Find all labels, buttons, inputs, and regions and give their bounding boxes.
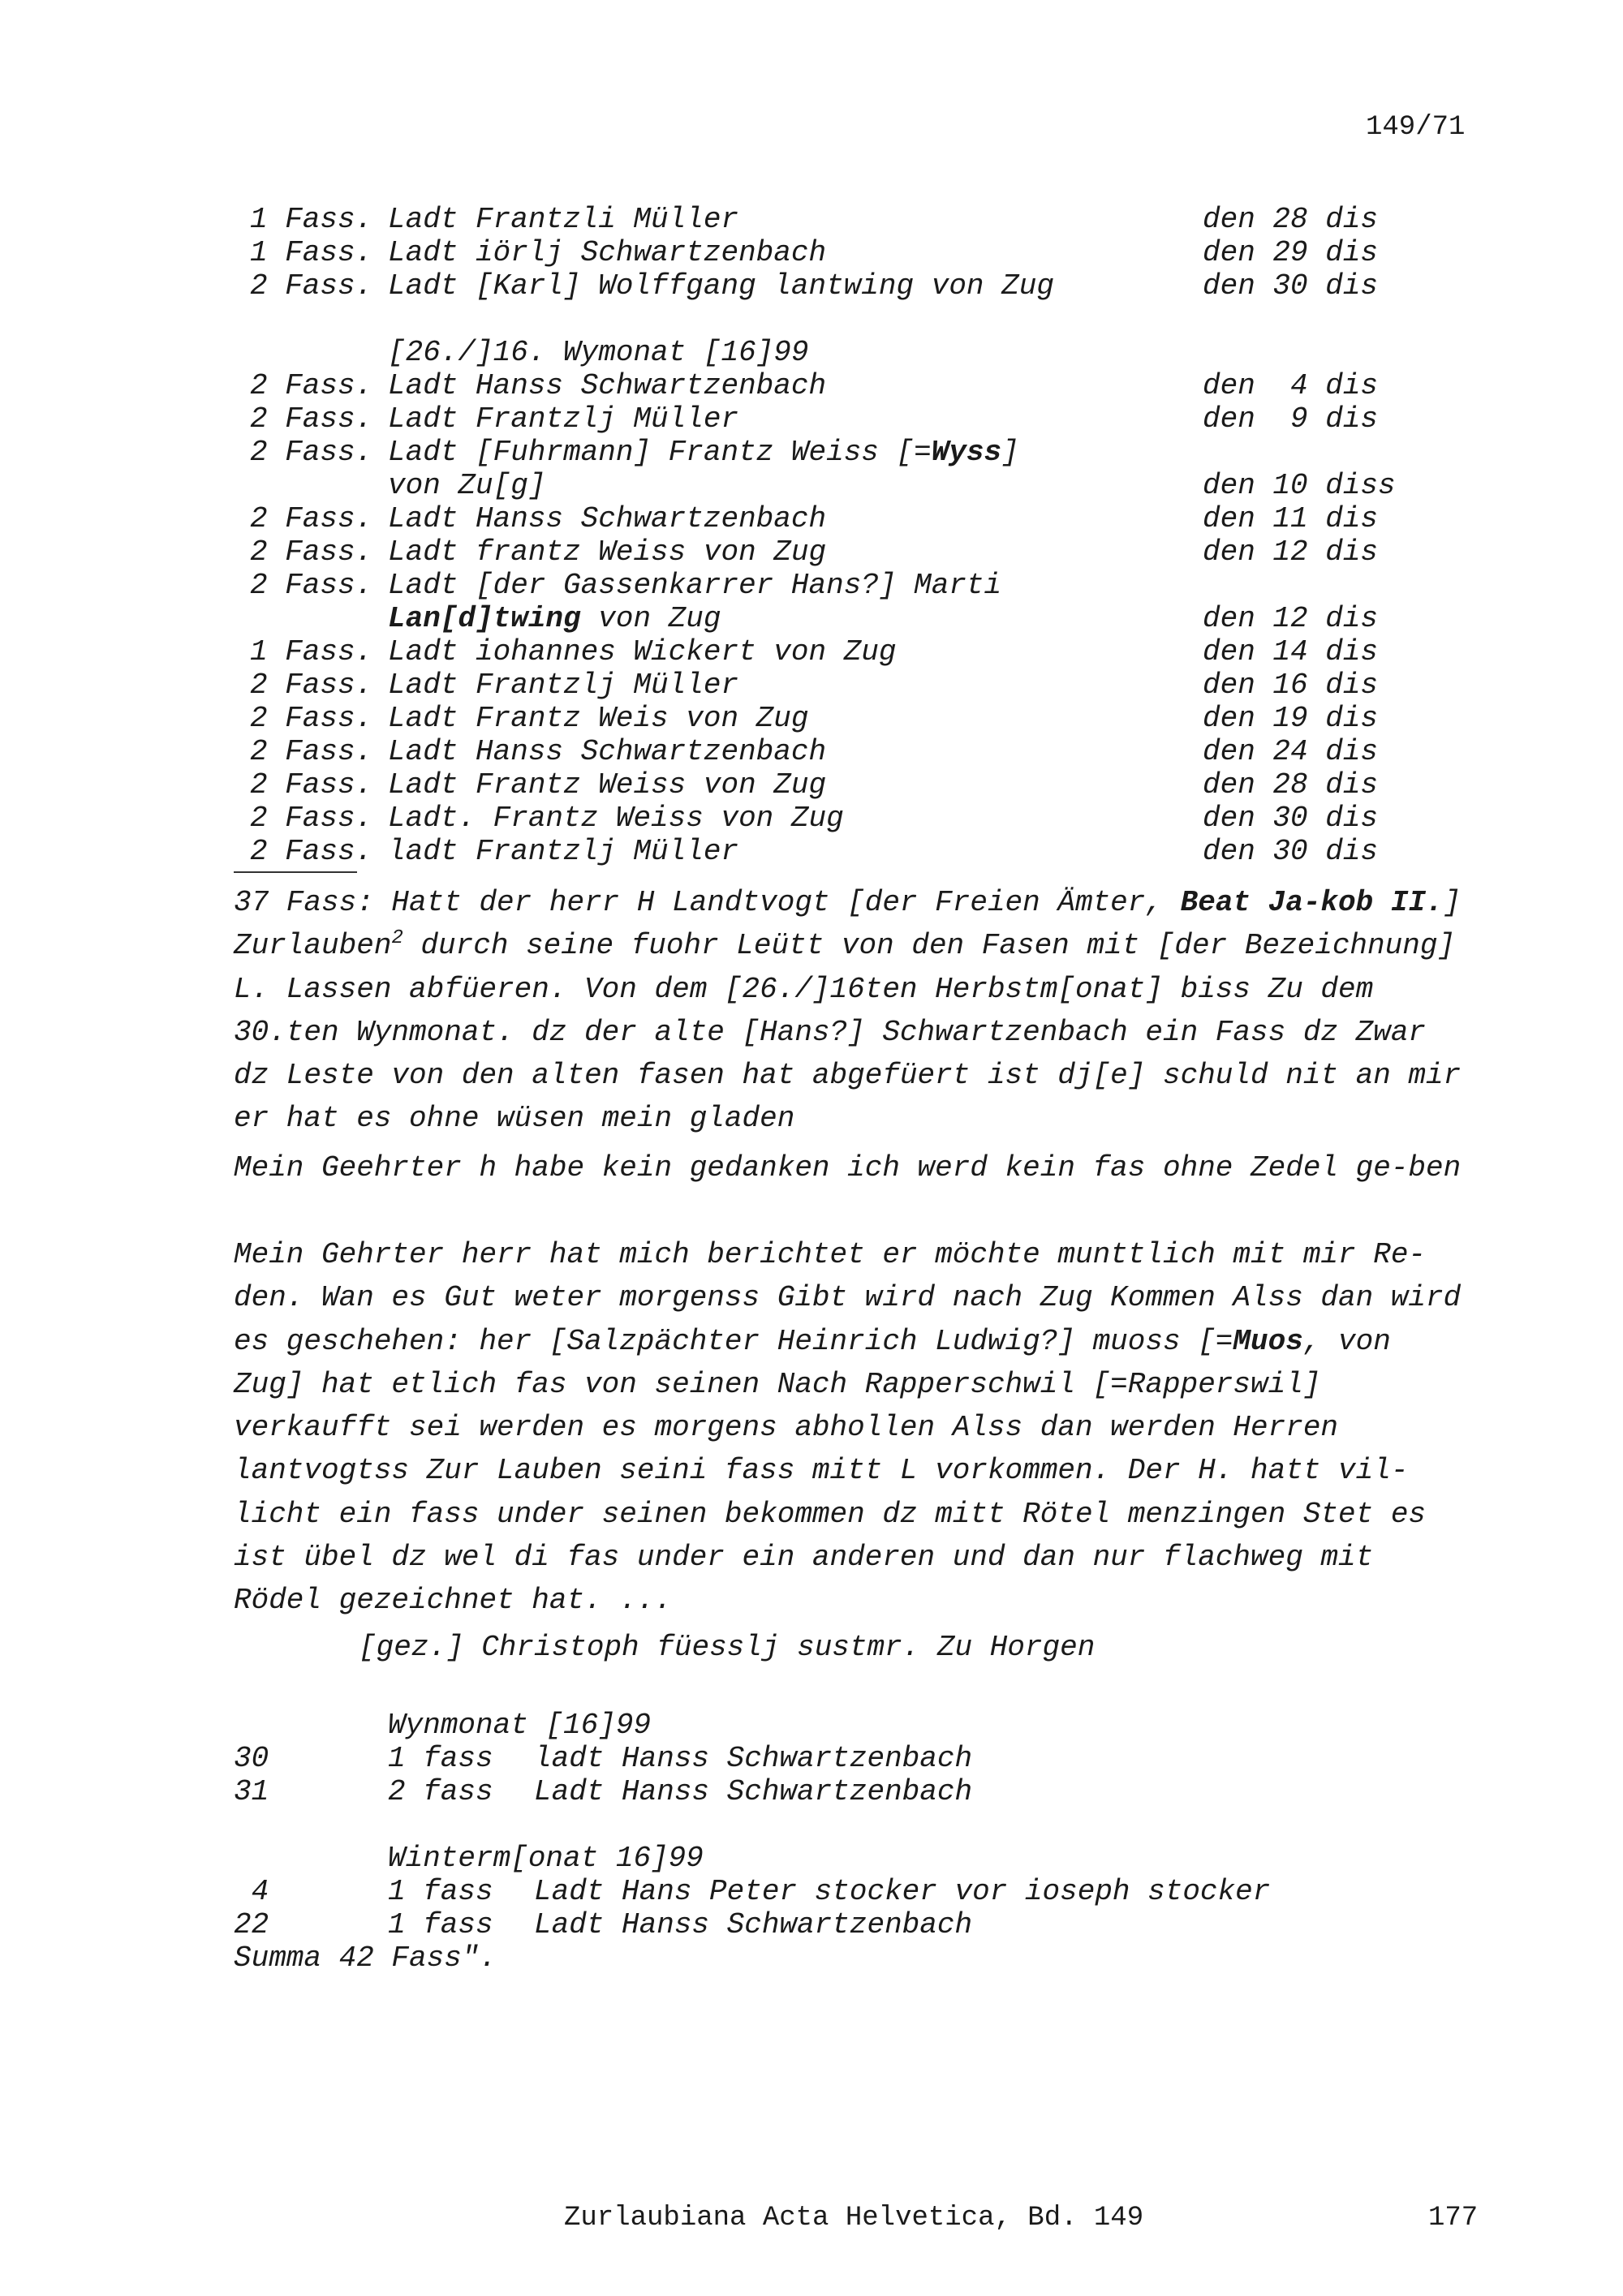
entry-desc: Ladt Hanss Schwartzenbach [388, 502, 827, 535]
entry-qty: 2 Fass. [250, 402, 373, 436]
entry-desc-continuation: Lan[d]twing von Zug [388, 602, 721, 635]
entry-qty: 1 fass [388, 1875, 493, 1908]
entry-qty: 2 Fass. [250, 369, 373, 402]
entry-date: den 30 dis [1203, 835, 1379, 868]
entry-qty: 2 Fass. [250, 502, 373, 535]
entry-date: den 10 diss [1203, 469, 1396, 502]
entry-qty: 1 Fass. [250, 203, 373, 236]
entry-date: den 9 dis [1203, 402, 1379, 436]
entry-desc: Ladt [Karl] Wolffgang lantwing von Zug [388, 269, 1054, 303]
entry-date: den 30 dis [1203, 802, 1379, 835]
letter-paragraph-2: Mein Geehrter h habe kein gedanken ich werd kein fas ohne Zedel ge-ben [234, 1151, 1462, 1185]
entry-qty: 1 fass [388, 1742, 493, 1775]
entry-date: den 28 dis [1203, 203, 1379, 236]
entry-desc: Ladt iörlj Schwartzenbach [388, 236, 827, 269]
entry-qty: 2 Fass. [250, 702, 373, 735]
entry-day: 31 [234, 1775, 269, 1808]
entry-date: den 12 dis [1203, 535, 1379, 569]
entry-date: den 4 dis [1203, 369, 1379, 402]
signature: [gez.] Christoph füesslj sustmr. Zu Horgen [359, 1631, 1096, 1664]
entry-qty: 2 Fass. [250, 269, 373, 303]
entry-date: den 12 dis [1203, 602, 1379, 635]
entry-qty: 2 Fass. [250, 802, 373, 835]
entry-date: den 29 dis [1203, 236, 1379, 269]
entry-date: den 16 dis [1203, 669, 1379, 702]
entry-date: den 19 dis [1203, 702, 1379, 735]
entry-date: den 11 dis [1203, 502, 1379, 535]
entry-day: 22 [234, 1908, 269, 1941]
entry-qty: 2 Fass. [250, 569, 373, 602]
entry-qty: 1 Fass. [250, 236, 373, 269]
entry-desc: Ladt Hanss Schwartzenbach [388, 735, 827, 768]
entry-desc: Ladt Hanss Schwartzenbach [388, 369, 827, 402]
entry-date: den 28 dis [1203, 768, 1379, 802]
entry-desc: Ladt Frantzli Müller [388, 203, 739, 236]
letter-paragraph-1: 37 Fass: Hatt der herr H Landtvogt [der Freien Ämter, Beat Ja-kob II.] Zurlauben$^2$ durch seine fuohr Leütt von den Fasen mit [der Bezeichnung] L. Lassen abfüeren. Von dem [26./]16ten Herbstm[onat] biss Zu dem 30.ten Wynmonat. dz der alte [Hans?] Schwartzenbach ein Fass dz Zwar dz Leste von den alten fasen hat abgefüert ist dj[e] schuld nit an mir er hat es ohne wüsen mein gladen [234, 886, 1462, 1136]
entry-date: den 24 dis [1203, 735, 1379, 768]
entry-qty: 2 fass [388, 1775, 493, 1808]
entry-desc: Ladt [Fuhrmann] Frantz Weiss [=Wyss] [388, 436, 1019, 469]
entry-desc: Ladt Hanss Schwartzenbach [534, 1908, 973, 1941]
entry-day: 30 [234, 1742, 269, 1775]
entry-desc: Ladt Frantzlj Müller [388, 669, 739, 702]
entry-qty: 1 fass [388, 1908, 493, 1941]
footer-page-number: 177 [1428, 2203, 1479, 2234]
entry-qty: 2 Fass. [250, 669, 373, 702]
entry-date: den 30 dis [1203, 269, 1379, 303]
entry-qty: 2 Fass. [250, 535, 373, 569]
entry-desc: Ladt Frantz Weiss von Zug [388, 768, 827, 802]
section-heading: Wynmonat [16]99 [388, 1709, 652, 1742]
entry-desc: Ladt Hans Peter stocker vor ioseph stocker [534, 1875, 1271, 1908]
entry-date: den 14 dis [1203, 635, 1379, 669]
entry-desc: Ladt [der Gassenkarrer Hans?] Marti [388, 569, 1002, 602]
page-reference: 149/71 [1366, 112, 1466, 143]
entry-desc: ladt Frantzlj Müller [388, 835, 739, 868]
summa-total: Summa 42 Fass". [234, 1941, 497, 1975]
entry-qty: 2 Fass. [250, 436, 373, 469]
entry-qty: 2 Fass. [250, 735, 373, 768]
entry-qty: 2 Fass. [250, 835, 373, 868]
footer-journal: Zurlaubiana Acta Helvetica, Bd. 149 [564, 2203, 1144, 2234]
sum-underline [234, 871, 357, 873]
entry-day: 4 [234, 1875, 269, 1908]
entry-desc: Ladt Hanss Schwartzenbach [534, 1775, 973, 1808]
section-heading: [26./]16. Wymonat [16]99 [388, 336, 809, 369]
entry-desc: Ladt Frantzlj Müller [388, 402, 739, 436]
entry-desc: Ladt. Frantz Weiss von Zug [388, 802, 844, 835]
section-heading: Winterm[onat 16]99 [388, 1842, 704, 1875]
entry-desc-continuation: von Zu[g] [388, 469, 546, 502]
entry-desc: ladt Hanss Schwartzenbach [534, 1742, 973, 1775]
entry-qty: 1 Fass. [250, 635, 373, 669]
entry-desc: Ladt iohannes Wickert von Zug [388, 635, 897, 669]
entry-desc: Ladt Frantz Weis von Zug [388, 702, 809, 735]
entry-qty: 2 Fass. [250, 768, 373, 802]
entry-desc: Ladt frantz Weiss von Zug [388, 535, 827, 569]
letter-paragraph-3: Mein Gehrter herr hat mich berichtet er möchte munttlich mit mir Re-den. Wan es Gut weter morgenss Gibt wird nach Zug Kommen Alss dan wird es geschehen: her [Salzpächter Heinrich Ludwig?] muoss [=Muos, von Zug] hat etlich fas von seinen Nach Rapperschwil [=Rapperswil] verkaufft sei werden es morgens abhollen Alss dan werden Herren lantvogtss Zur Lauben seini fass mitt L vorkommen. Der H. hatt vil-licht ein fass under seinen bekommen dz mitt Rötel menzingen Stet es ist übel dz wel di fas under ein anderen und dan nur flachweg mit Rödel gezeichnet hat. ... [234, 1238, 1462, 1618]
